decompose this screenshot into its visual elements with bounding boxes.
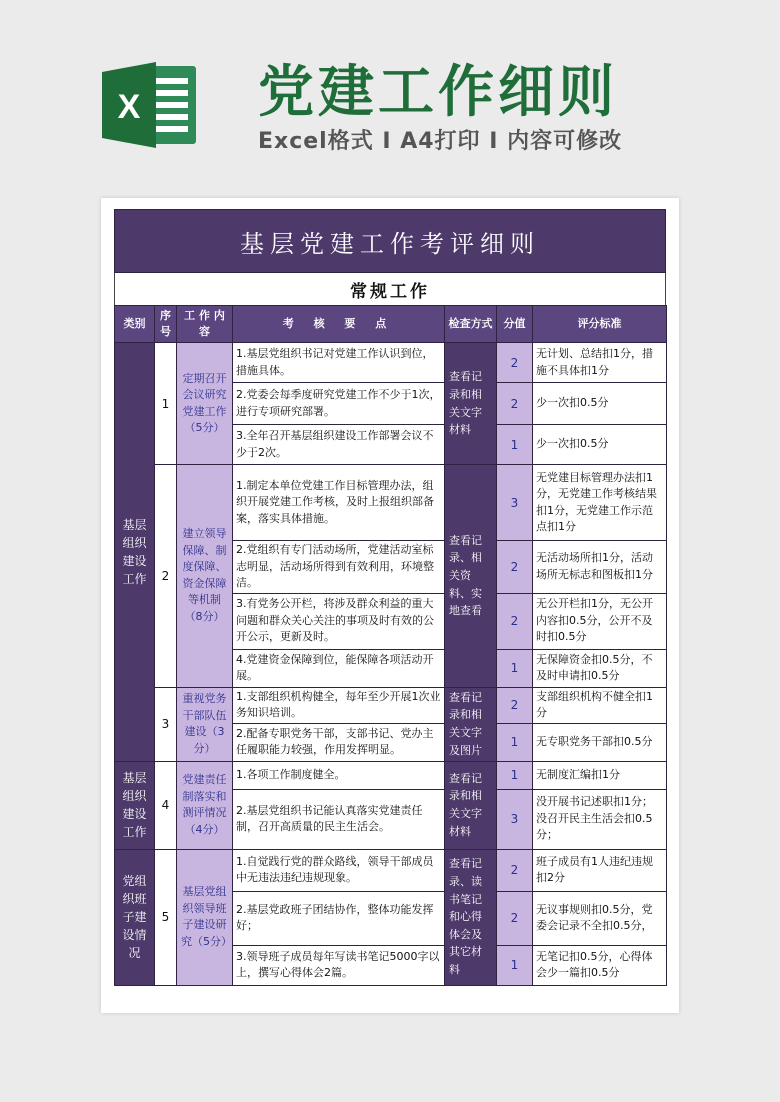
requirement-cell: 3.全年召开基层组织建设工作部署会议不少于2次。 bbox=[233, 425, 445, 465]
requirement-cell: 1.各项工作制度健全。 bbox=[233, 761, 445, 789]
score-cell: 1 bbox=[497, 761, 533, 789]
standard-cell: 没开展书记述职扣1分；没召开民主生活会扣0.5分； bbox=[533, 789, 667, 849]
requirement-cell: 2.基层党政班子团结协作，整体功能发挥好； bbox=[233, 891, 445, 945]
score-cell: 2 bbox=[497, 687, 533, 723]
seq-cell: 5 bbox=[155, 849, 177, 985]
seq-cell: 4 bbox=[155, 761, 177, 849]
standard-cell: 无活动场所扣1分，活动场所无标志和图板扣1分 bbox=[533, 541, 667, 594]
seq-cell: 2 bbox=[155, 465, 177, 688]
standard-cell: 无制度汇编扣1分 bbox=[533, 761, 667, 789]
requirement-cell: 4.党建资金保障到位，能保障各项活动开展。 bbox=[233, 649, 445, 687]
evaluation-sheet bbox=[114, 209, 666, 986]
requirement-cell: 2.基层党组织书记能认真落实党建责任制，召开高质量的民主生活会。 bbox=[233, 789, 445, 849]
standard-cell: 无公开栏扣1分，无公开内容扣0.5分，公开不及时扣0.5分 bbox=[533, 593, 667, 649]
standard-cell: 无保障资金扣0.5分，不及时申请扣0.5分 bbox=[533, 649, 667, 687]
col-header-standard: 评分标准 bbox=[533, 306, 667, 343]
standard-cell: 无计划、总结扣1分，措施不具体扣1分 bbox=[533, 343, 667, 383]
standard-cell: 无专职党务干部扣0.5分 bbox=[533, 723, 667, 761]
table-row bbox=[115, 761, 667, 789]
col-header-method: 检查方式 bbox=[445, 306, 497, 343]
category-cell: 基层组织建设工作 bbox=[115, 343, 155, 762]
requirement-cell: 1.基层党组织书记对党建工作认识到位，措施具体。 bbox=[233, 343, 445, 383]
score-cell: 3 bbox=[497, 465, 533, 541]
col-header-requirements: 考 核 要 点 bbox=[233, 306, 445, 343]
section-title: 常规工作 bbox=[114, 273, 666, 305]
requirement-cell: 3.领导班子成员每年写读书笔记5000字以上，撰写心得体会2篇。 bbox=[233, 945, 445, 985]
page-header bbox=[0, 0, 780, 200]
score-cell: 3 bbox=[497, 789, 533, 849]
content-cell: 定期召开会议研究党建工作（5分） bbox=[177, 343, 233, 465]
score-cell: 2 bbox=[497, 343, 533, 383]
category-cell: 党组织班子建设情况 bbox=[115, 849, 155, 985]
excel-icon bbox=[100, 60, 200, 150]
standard-cell: 班子成员有1人违纪违规扣2分 bbox=[533, 849, 667, 891]
method-cell: 查看记录、相关资料、实地查看 bbox=[445, 465, 497, 688]
page-subtitle: Excel格式 I A4打印 I 内容可修改 bbox=[258, 129, 623, 154]
standard-cell: 支部组织机构不健全扣1分 bbox=[533, 687, 667, 723]
score-cell: 2 bbox=[497, 383, 533, 425]
content-cell: 重视党务干部队伍建设（3分） bbox=[177, 687, 233, 761]
standard-cell: 少一次扣0.5分 bbox=[533, 425, 667, 465]
page-title: 党建工作细则 bbox=[258, 60, 618, 125]
method-cell: 查看记录、读书笔记和心得体会及其它材料 bbox=[445, 849, 497, 985]
method-cell: 查看记录和相关文字材料 bbox=[445, 761, 497, 849]
requirement-cell: 3.有党务公开栏，将涉及群众利益的重大问题和群众关心关注的事项及时有效的公开公示，更新及时。 bbox=[233, 593, 445, 649]
requirement-cell: 2.党委会每季度研究党建工作不少于1次，进行专项研究部署。 bbox=[233, 383, 445, 425]
sheet-title: 基层党建工作考评细则 bbox=[114, 209, 666, 273]
seq-cell: 1 bbox=[155, 343, 177, 465]
content-cell: 建立领导保障、制度保障、资金保障等机制（8分） bbox=[177, 465, 233, 688]
table-row bbox=[115, 849, 667, 891]
standard-cell: 少一次扣0.5分 bbox=[533, 383, 667, 425]
table-row bbox=[115, 687, 667, 723]
table-row bbox=[115, 343, 667, 383]
score-cell: 2 bbox=[497, 541, 533, 594]
method-cell: 查看记录和相关文字及图片 bbox=[445, 687, 497, 761]
seq-cell: 3 bbox=[155, 687, 177, 761]
score-cell: 1 bbox=[497, 425, 533, 465]
method-cell: 查看记录和相关文字材料 bbox=[445, 343, 497, 465]
score-cell: 2 bbox=[497, 593, 533, 649]
requirement-cell: 1.制定本单位党建工作目标管理办法，组织开展党建工作考核，及时上报组织部备案，落实具体措施。 bbox=[233, 465, 445, 541]
col-header-category: 类别 bbox=[115, 306, 155, 343]
score-cell: 2 bbox=[497, 849, 533, 891]
score-cell: 1 bbox=[497, 723, 533, 761]
category-cell: 基层组织建设工作 bbox=[115, 761, 155, 849]
col-header-content: 工 作 内 容 bbox=[177, 306, 233, 343]
standard-cell: 无笔记扣0.5分，心得体会少一篇扣0.5分 bbox=[533, 945, 667, 985]
table-row bbox=[115, 465, 667, 541]
requirement-cell: 2.配备专职党务干部，支部书记、党办主任履职能力较强，作用发挥明显。 bbox=[233, 723, 445, 761]
content-cell: 党建责任制落实和测评情况（4分） bbox=[177, 761, 233, 849]
score-cell: 2 bbox=[497, 891, 533, 945]
score-cell: 1 bbox=[497, 649, 533, 687]
col-header-score: 分值 bbox=[497, 306, 533, 343]
standard-cell: 无党建目标管理办法扣1分，无党建工作考核结果扣1分，无党建工作示范点扣1分 bbox=[533, 465, 667, 541]
col-header-seq: 序号 bbox=[155, 306, 177, 343]
svg-text:X: X bbox=[117, 88, 141, 126]
score-cell: 1 bbox=[497, 945, 533, 985]
requirement-cell: 1.自觉践行党的群众路线，领导干部成员中无违法违纪违规现象。 bbox=[233, 849, 445, 891]
requirement-cell: 1.支部组织机构健全，每年至少开展1次业务知识培训。 bbox=[233, 687, 445, 723]
evaluation-table bbox=[114, 305, 667, 986]
standard-cell: 无议事规则扣0.5分，党委会记录不全扣0.5分， bbox=[533, 891, 667, 945]
content-cell: 基层党组织领导班子建设研究（5分） bbox=[177, 849, 233, 985]
requirement-cell: 2.党组织有专门活动场所，党建活动室标志明显，活动场所得到有效利用，环境整洁。 bbox=[233, 541, 445, 594]
table-header-row bbox=[115, 306, 667, 343]
